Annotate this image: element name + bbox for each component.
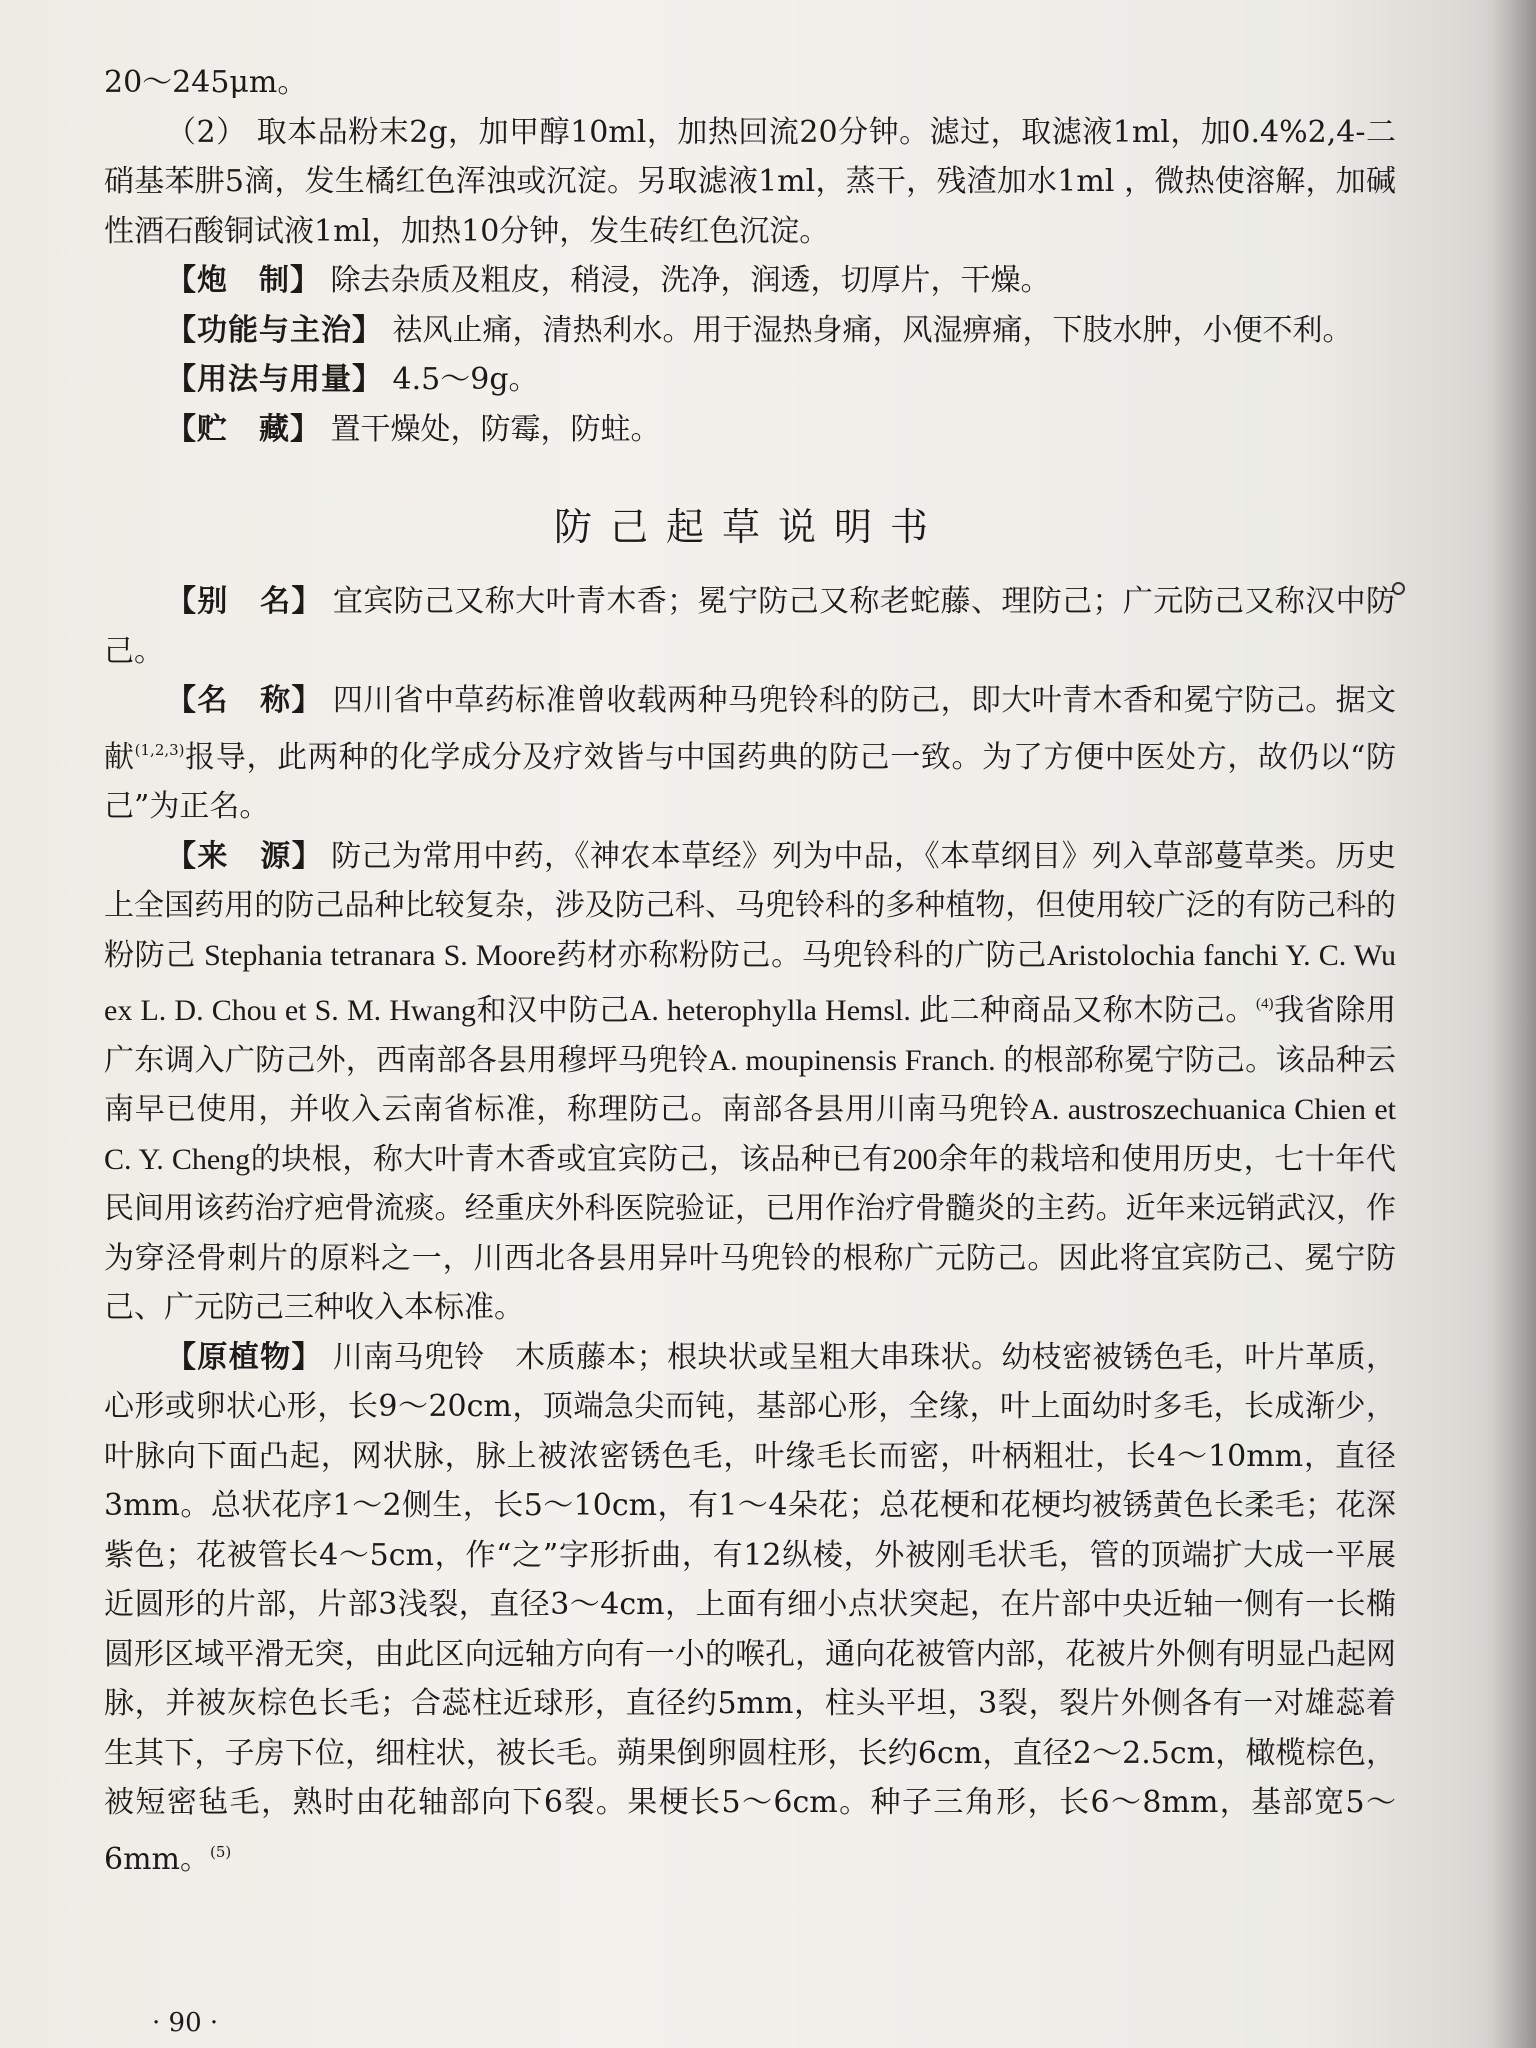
function-text: 祛风止痛，清热利水。用于湿热身痛，风湿痹痛，下肢水肿，小便不利。 — [383, 312, 1353, 348]
storage-paragraph — [104, 405, 1396, 455]
book-spine-shadow — [1492, 0, 1536, 2048]
reference-marker: (4) — [1255, 996, 1274, 1012]
source-label: 【来 源】 — [166, 838, 324, 874]
plant-label: 【原植物】 — [166, 1339, 323, 1375]
source-text-b: 我省除用广东调入广防己外，西南部各县用穆坪马兜铃A. moupinensis Franch. 的根部称冕宁防己。该品种云南早已使用，并收入云南省标准，称理防己。南部各县用川南马兜铃A. austroszechuanica Chien et C. Y. Cheng的块根，称大叶青木香或宜宾防己，该品种已有200余年的栽培和使用历史，七十年代民间用该药治疗疤骨流痰。经重庆外科医院验证，已用作治疗骨髓炎的主药。近年来远销武汉，作为穿泾骨刺片的原料之一，川西北各县用异叶马兜铃的根称广元防己。因此将宜宾防己、冕宁防己、广元防己三种收入本标准。 — [104, 994, 1396, 1324]
processing-label: 【炮 制】 — [166, 263, 321, 298]
page-number: · 90 · — [152, 2008, 219, 2038]
section-title: 防己起草说明书 — [553, 505, 946, 549]
reference-marker: (5) — [209, 1842, 232, 1861]
processing-paragraph — [104, 256, 1396, 306]
alias-paragraph — [104, 577, 1396, 676]
plant-text: 川南马兜铃 木质藤本；根块状或呈粗大串珠状。幼枝密被锈色毛，叶片革质，心形或卵状心形，长9～20cm，顶端急尖而钝，基部心形，全缘，叶上面幼时多毛，长成渐少，叶脉向下面凸起，网状脉，脉上被浓密锈色毛，叶缘毛长而密，叶柄粗壮，长4～10mm，直径3mm。总状花序1～2侧生，长5～10cm，有1～4朵花；总花梗和花梗均被锈黄色长柔毛；花深紫色；花被管长4～5cm，作“之”字形折曲，有12纵棱，外被刚毛状毛，管的顶端扩大成一平展近圆形的片部，片部3浅裂，直径3～4cm，上面有细小点状突起，在片部中央近轴一侧有一长椭圆形区域平滑无突，由此区向远轴方向有一小的喉孔，通向花被管内部，花被片外侧有明显凸起网脉，并被灰棕色长毛；合蕊柱近球形，直径约5mm，柱头平坦，3裂，裂片外侧各有一对雄蕊着生其下，子房下位，细柱状，被长毛。蒴果倒卵圆柱形，长约6cm，直径2～2.5cm，橄榄棕色，被短密毡毛，熟时由花轴部向下6裂。果梗长5～6cm。种子三角形，长6～8mm，基部宽5～6mm。 — [104, 1339, 1396, 1877]
name-label: 【名 称】 — [166, 683, 323, 718]
continued-line: 20～245μm。 — [104, 65, 308, 100]
identification-item-2: （2） 取本品粉末2g，加甲醇10ml，加热回流20分钟。滤过，取滤液1ml，加0.4%2,4-二硝基苯肼5滴，发生橘红色浑浊或沉淀。另取滤液1ml，蒸干，残渣加水1ml ，微热使溶解，加碱性酒石酸铜试液1ml，加热10分钟，发生砖红色沉淀。 — [104, 114, 1396, 249]
margin-circle-mark — [1392, 582, 1405, 595]
source-text-a: 防己为常用中药，《神农本草经》列为中品，《本草纲目》列入草部蔓草类。历史上全国药用的防己品种比较复杂，涉及防己科、马兜铃科的多种植物，但使用较广泛的有防己科的粉防己 Stephania tetranara S. Moore药材亦称粉防己。马兜铃科的广防己Aristolochia fanchi Y. C. Wu ex L. D. Chou et S. M. Hwang和汉中防己A. heterophylla Hemsl. 此二种商品又称木防己。 — [104, 839, 1397, 1027]
usage-label: 【用法与用量】 — [166, 362, 383, 397]
function-label: 【功能与主治】 — [166, 312, 383, 348]
function-paragraph — [104, 306, 1396, 356]
alias-text: 宜宾防己又称大叶青木香；冕宁防己又称老蛇藤、理防己；广元防己又称汉中防己。 — [104, 584, 1396, 669]
storage-label: 【贮 藏】 — [166, 411, 321, 447]
name-paragraph — [104, 676, 1396, 832]
usage-paragraph — [104, 355, 1396, 405]
reference-marker: (1,2,3) — [134, 740, 185, 759]
source-paragraph — [104, 832, 1396, 1333]
processing-text: 除去杂质及粗皮，稍浸，洗净，润透，切厚片，干燥。 — [321, 263, 1051, 298]
name-text-before: 四川省中草药标准曾收载两种马兜铃科的防己，即大叶青木香和冕宁防己。据文献 — [104, 683, 1396, 775]
storage-text: 置干燥处，防霉，防蛀。 — [321, 411, 661, 447]
usage-text: 4.5～9g。 — [383, 362, 539, 397]
name-text-after: 报导，此两种的化学成分及疗效皆与中国药典的防己一致。为了方便中医处方，故仍以“防己”为正名。 — [104, 739, 1396, 824]
alias-label: 【别 名】 — [166, 584, 323, 619]
plant-paragraph — [104, 1333, 1396, 1885]
